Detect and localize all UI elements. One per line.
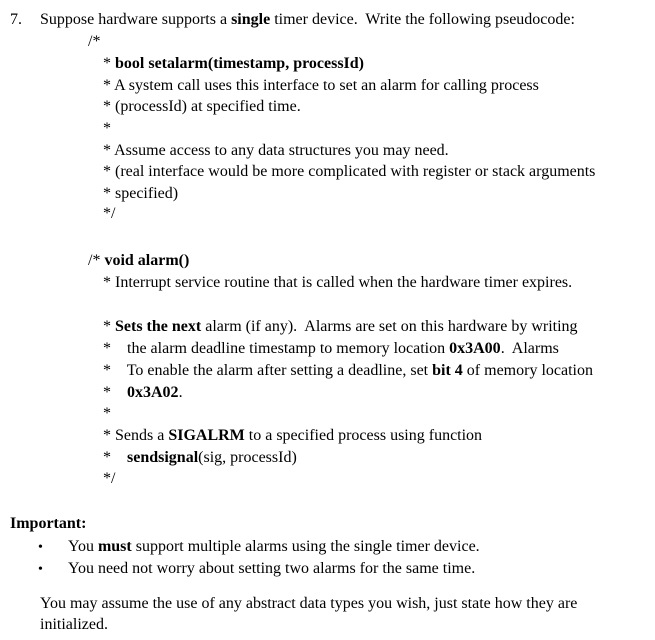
bold-text: must	[97, 538, 132, 555]
pseudocode-line	[103, 141, 449, 161]
text: of memory location	[462, 362, 593, 379]
text: timer device. Write the following pseudocode:	[270, 11, 575, 28]
text: You	[68, 538, 98, 555]
question-number: 7.	[10, 11, 22, 28]
text: * the alarm deadline timestamp to memory location	[103, 340, 450, 357]
question-prompt	[40, 10, 575, 30]
bold-text: void alarm()	[104, 252, 190, 269]
text: *	[103, 384, 127, 401]
text: * (real interface would be more complicated with register or stack arguments	[103, 163, 596, 180]
pseudocode-line	[103, 273, 572, 293]
bold-text: Sets the next	[115, 318, 202, 335]
bold-text: single	[231, 11, 271, 28]
pseudocode-line	[103, 426, 482, 446]
pseudocode-line	[88, 251, 189, 271]
text: *	[103, 120, 111, 137]
bold-text: 0x3A02	[127, 384, 179, 401]
pseudocode-line	[103, 469, 115, 489]
pseudocode-line	[103, 448, 297, 468]
text: /*	[88, 33, 101, 50]
pseudocode-line	[103, 383, 183, 403]
bullet-icon: •	[38, 540, 43, 555]
text: (sig, processId)	[198, 449, 297, 466]
text: You may assume the use of any abstract data types you wish, just state how they are	[40, 595, 578, 612]
pseudocode-line	[103, 76, 539, 96]
closing-paragraph-line	[40, 594, 577, 614]
text: Suppose hardware supports a	[40, 11, 232, 28]
text: support multiple alarms using the single timer device.	[131, 538, 480, 555]
text: *	[103, 449, 127, 466]
text: * Assume access to any data structures you may need.	[103, 142, 449, 159]
text: You need not worry about setting two alarms for the same time.	[68, 560, 476, 577]
pseudocode-line	[103, 339, 559, 359]
bullet-item	[68, 559, 475, 579]
pseudocode-line	[103, 361, 593, 381]
bold-text: SIGALRM	[168, 427, 245, 444]
text: * A system call uses this interface to set an alarm for calling process	[103, 77, 539, 94]
bullet-icon: •	[38, 562, 43, 577]
text: * Interrupt service routine that is called when the hardware timer expires.	[103, 274, 573, 291]
text: *	[103, 405, 111, 422]
pseudocode-line	[103, 204, 115, 224]
bold-text: sendsignal	[127, 449, 199, 466]
text: initialized.	[40, 616, 108, 633]
text: * (processId) at specified time.	[103, 98, 301, 115]
text: to a specified process using function	[244, 427, 483, 444]
bold-text: bit 4	[432, 362, 463, 379]
pseudocode-line	[103, 404, 111, 424]
text: .	[178, 384, 183, 401]
text: * To enable the alarm after setting a deadline, set	[103, 362, 433, 379]
pseudocode-line	[103, 119, 111, 139]
pseudocode-line	[88, 32, 100, 52]
text: *	[103, 55, 115, 72]
pseudocode-line	[103, 54, 364, 74]
text: alarm (if any). Alarms are set on this hardware by writing	[201, 318, 578, 335]
important-heading: Important:	[10, 515, 87, 532]
bullet-item	[68, 537, 480, 557]
bold-text: bool setalarm(timestamp, processId)	[115, 55, 365, 72]
text: /*	[88, 252, 105, 269]
pseudocode-line	[103, 162, 595, 182]
text: . Alarms	[500, 340, 559, 357]
text: *	[103, 318, 115, 335]
bold-text: 0x3A00	[449, 340, 501, 357]
text: */	[103, 205, 116, 222]
text: * Sends a	[103, 427, 169, 444]
text: */	[103, 470, 116, 487]
pseudocode-line	[103, 317, 578, 337]
pseudocode-line	[103, 184, 178, 204]
closing-paragraph-line	[40, 615, 108, 635]
pseudocode-line	[103, 97, 301, 117]
text: * specified)	[103, 185, 179, 202]
